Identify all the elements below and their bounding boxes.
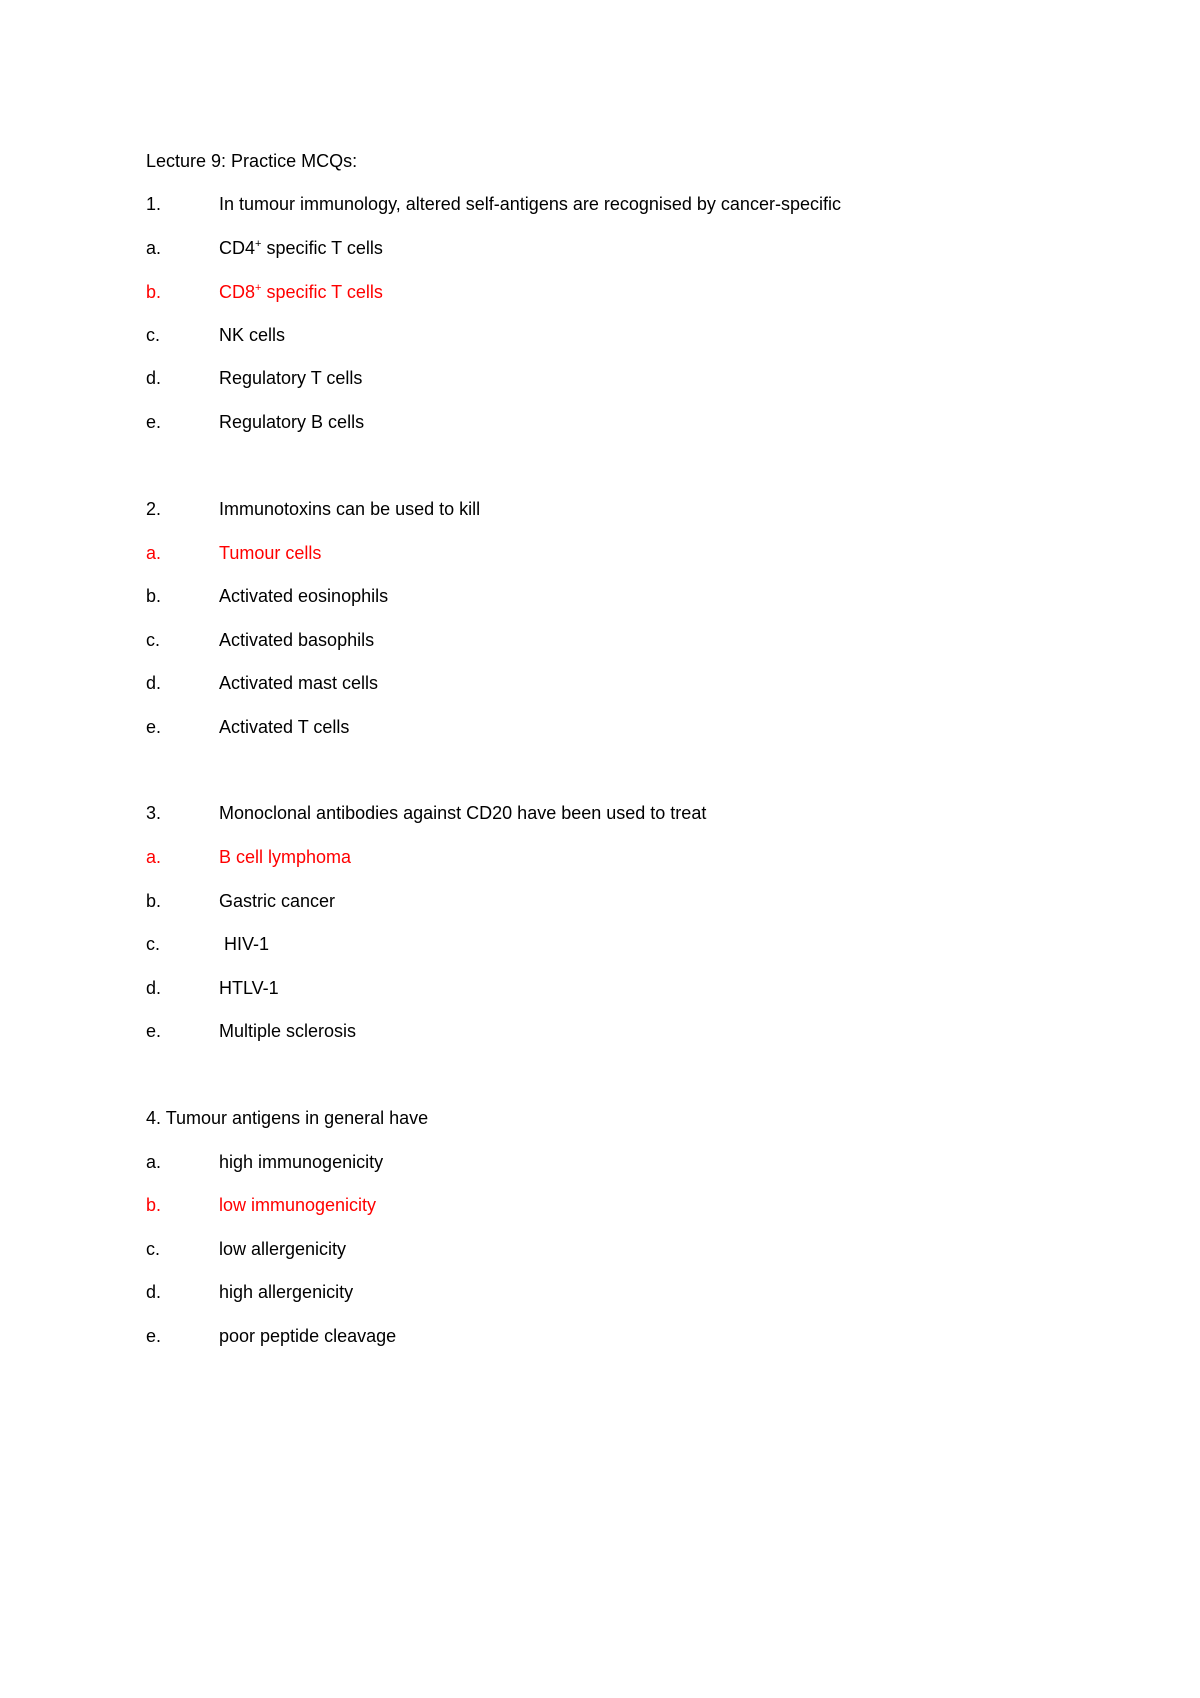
question-text: Immunotoxins can be used to kill xyxy=(219,499,481,519)
question-3-option-c xyxy=(146,933,269,955)
option-label: a. xyxy=(146,238,162,258)
option-text: NK cells xyxy=(219,325,286,345)
question-1-option-b xyxy=(146,281,383,303)
question-2-option-b xyxy=(146,585,388,607)
option-label: d. xyxy=(146,1282,162,1302)
question-text: Monoclonal antibodies against CD20 have been used to treat xyxy=(219,803,707,823)
question-3-stem xyxy=(146,802,706,824)
option-text: high allergenicity xyxy=(219,1282,354,1302)
option-label: b. xyxy=(146,1195,162,1215)
option-text: HIV-1 xyxy=(219,934,270,954)
question-1-option-c xyxy=(146,324,285,346)
question-4-option-d xyxy=(146,1281,353,1303)
question-4-option-a xyxy=(146,1151,383,1173)
question-2-option-d xyxy=(146,672,378,694)
option-label: d. xyxy=(146,673,162,693)
question-2-option-e xyxy=(146,716,349,738)
question-1-option-e xyxy=(146,411,364,433)
question-4-option-b xyxy=(146,1194,376,1216)
option-text: CD4+ specific T cells xyxy=(219,238,383,258)
option-label: b. xyxy=(146,282,162,302)
option-label: e. xyxy=(146,1021,162,1041)
option-text: Regulatory B cells xyxy=(219,412,365,432)
option-label: c. xyxy=(146,630,161,650)
question-text: In tumour immunology, altered self-antigens are recognised by cancer-specific xyxy=(219,194,841,214)
option-text: CD8+ specific T cells xyxy=(219,282,383,302)
option-label: b. xyxy=(146,586,162,606)
option-label: a. xyxy=(146,543,162,563)
question-1-option-a xyxy=(146,237,383,259)
option-text: low immunogenicity xyxy=(219,1195,377,1215)
option-text: Activated eosinophils xyxy=(219,586,389,606)
option-text: Multiple sclerosis xyxy=(219,1021,357,1041)
option-text: poor peptide cleavage xyxy=(219,1326,397,1346)
page-title: Lecture 9: Practice MCQs: xyxy=(146,151,358,171)
question-4-option-e xyxy=(146,1325,396,1347)
option-text: B cell lymphoma xyxy=(219,847,352,867)
option-label: e. xyxy=(146,412,162,432)
option-label: e. xyxy=(146,1326,162,1346)
question-3-option-e xyxy=(146,1020,356,1042)
question-2-stem xyxy=(146,498,480,520)
option-label: c. xyxy=(146,934,161,954)
option-label: e. xyxy=(146,717,162,737)
question-number: 3. xyxy=(146,803,162,823)
option-label: d. xyxy=(146,368,162,388)
option-text: Tumour cells xyxy=(219,543,322,563)
option-text: Activated mast cells xyxy=(219,673,379,693)
question-3-option-d xyxy=(146,977,279,999)
question-2-option-a xyxy=(146,542,321,564)
question-2-option-c xyxy=(146,629,374,651)
option-text: HTLV-1 xyxy=(219,978,279,998)
option-label: a. xyxy=(146,1152,162,1172)
question-text: 4. Tumour antigens in general have xyxy=(146,1108,429,1128)
option-text: low allergenicity xyxy=(219,1239,347,1259)
question-4-option-c xyxy=(146,1238,346,1260)
question-3-option-a xyxy=(146,846,351,868)
option-text: Activated T cells xyxy=(219,717,350,737)
option-text: Activated basophils xyxy=(219,630,375,650)
question-1-option-d xyxy=(146,367,362,389)
question-number: 2. xyxy=(146,499,162,519)
option-label: c. xyxy=(146,325,161,345)
option-text: Gastric cancer xyxy=(219,891,336,911)
question-number: 1. xyxy=(146,194,162,214)
option-text: high immunogenicity xyxy=(219,1152,384,1172)
option-label: b. xyxy=(146,891,162,911)
question-1-stem xyxy=(146,193,841,215)
option-label: d. xyxy=(146,978,162,998)
question-4-stem xyxy=(146,1107,428,1129)
option-label: c. xyxy=(146,1239,161,1259)
question-3-option-b xyxy=(146,890,335,912)
option-label: a. xyxy=(146,847,162,867)
option-text: Regulatory T cells xyxy=(219,368,363,388)
